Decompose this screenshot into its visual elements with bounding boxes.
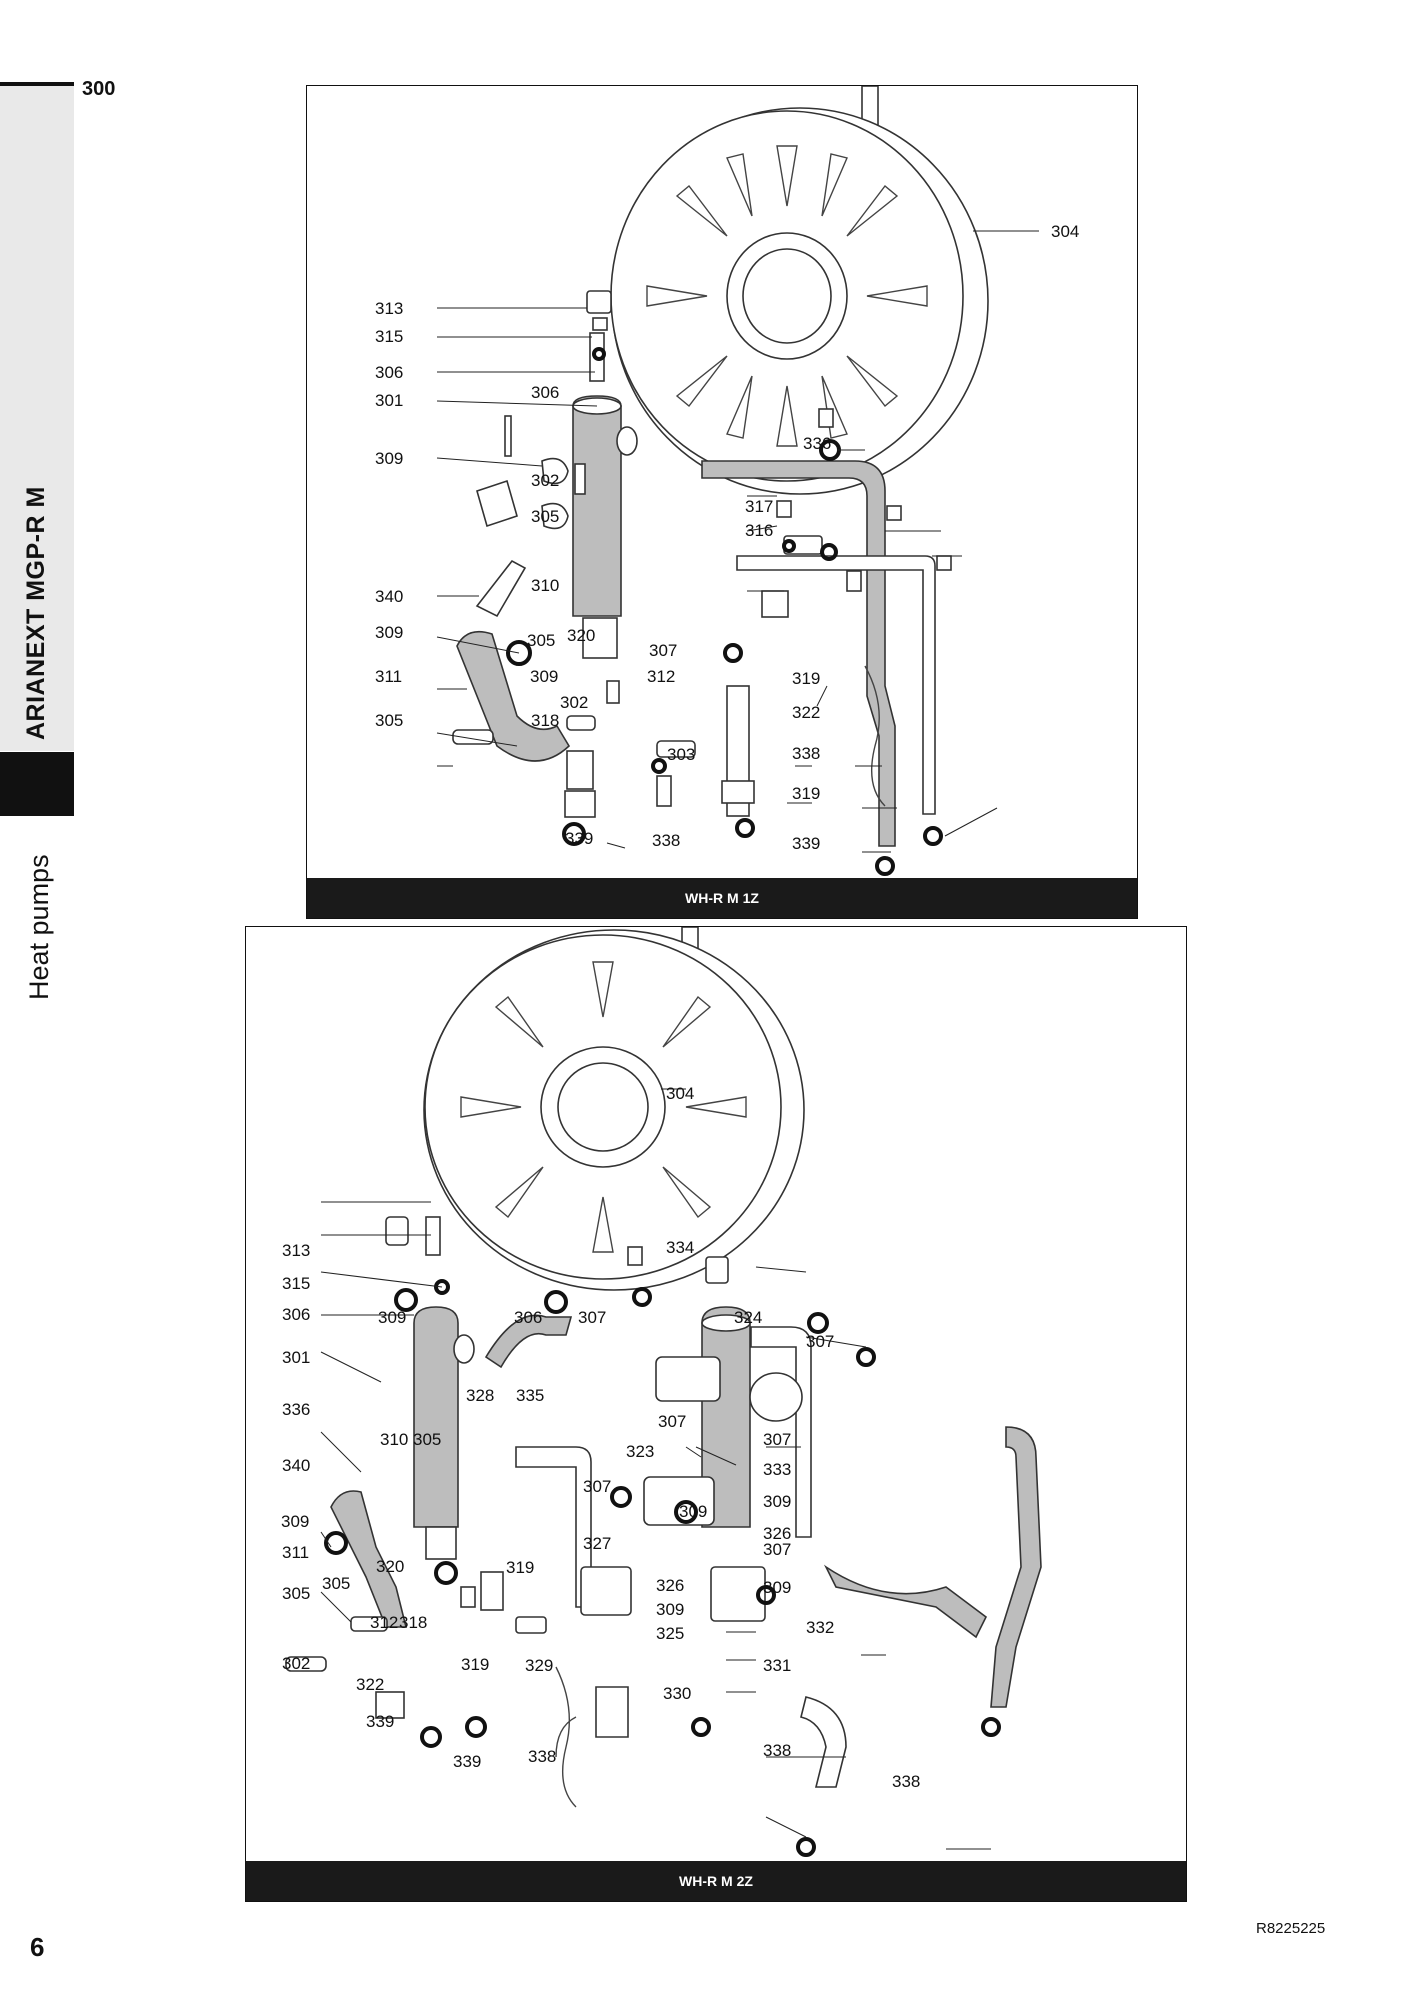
callout-label: 309 (656, 1600, 685, 1619)
section-number: 300 (82, 78, 116, 100)
callout-label: 315 (375, 327, 404, 346)
callout-label: 305 (413, 1430, 442, 1449)
callout-label: 309 (679, 1502, 708, 1521)
callout-label: 302 (282, 1654, 311, 1673)
callout-label: 327 (583, 1534, 612, 1553)
callout-label: 326 (763, 1524, 792, 1543)
callout-label: 338 (792, 744, 821, 763)
callout-label: 339 (565, 829, 594, 848)
callout-label: 339 (453, 1752, 482, 1771)
diagram-caption: WH-R M 2Z (246, 1861, 1186, 1901)
callout-label: 324 (734, 1308, 763, 1327)
callout-label: 305 (375, 711, 404, 730)
callout-label: 319 (506, 1558, 535, 1577)
callout-label: 338 (528, 1747, 557, 1766)
callout-label: 307 (763, 1430, 792, 1449)
callout-label: 307 (583, 1477, 612, 1496)
callout-label: 319 (792, 669, 821, 688)
callout-label: 339 (366, 1712, 395, 1731)
callout-label: 336 (803, 434, 832, 453)
callout-label: 306 (282, 1305, 311, 1324)
callout-label: 309 (281, 1512, 310, 1531)
callout-label: 307 (649, 641, 678, 660)
callout-label: 305 (527, 631, 556, 650)
callout-label: 307 (578, 1308, 607, 1327)
callout-label: 338 (763, 1741, 792, 1760)
document-reference: R8225225 (1256, 1920, 1326, 1937)
callout-label: 311 (375, 667, 403, 686)
callout-label: 301 (282, 1348, 311, 1367)
callout-label: 320 (376, 1557, 405, 1576)
callout-label: 319 (461, 1655, 490, 1674)
page-number: 6 (30, 1932, 45, 1962)
callout-label: 335 (516, 1386, 545, 1405)
callout-label: 340 (282, 1456, 311, 1475)
callout-label: 317 (745, 497, 774, 516)
callout-label: 333 (763, 1460, 792, 1479)
section-title: Heat pumps (24, 854, 54, 1000)
diagram-drawing (246, 927, 1186, 1861)
diagram-drawing (307, 86, 1137, 878)
callout-label: 312 (647, 667, 676, 686)
callout-label: 338 (892, 1772, 921, 1791)
valve-assembly-icon (286, 1572, 576, 1807)
callout-label: 334 (666, 1238, 695, 1257)
callout-label: 338 (652, 831, 681, 850)
callout-label: 323 (626, 1442, 655, 1461)
callout-label: 305 (531, 507, 560, 526)
callout-label: 309 (378, 1308, 407, 1327)
callout-label: 306 (514, 1308, 543, 1327)
callout-label: 330 (663, 1684, 692, 1703)
callout-label: 328 (466, 1386, 495, 1405)
callout-label: 318 (531, 711, 560, 730)
callout-label: 305 (322, 1574, 351, 1593)
expansion-vessel-icon (611, 86, 988, 494)
exploded-diagram-2z (245, 926, 1187, 1902)
callout-label: 326 (656, 1576, 685, 1595)
callout-label: 339 (792, 834, 821, 853)
callout-label: 331 (763, 1656, 792, 1675)
callout-label: 310 (531, 576, 560, 595)
callout-label: 306 (375, 363, 404, 382)
callout-label: 311 (282, 1543, 310, 1562)
return-pipe-icon (453, 632, 595, 817)
callout-label: 309 (375, 623, 404, 642)
hydraulic-separator-icon (505, 333, 637, 658)
callout-label: 340 (375, 587, 404, 606)
callout-label: 304 (1051, 222, 1080, 241)
callout-label: 319 (792, 784, 821, 803)
product-title: ARIANEXT MGP-R M (22, 486, 50, 740)
exploded-diagram-1z (306, 85, 1138, 919)
callout-label: 303 (667, 745, 696, 764)
callout-label: 307 (806, 1332, 835, 1351)
callout-label: 316 (745, 521, 774, 540)
callout-label: 301 (375, 391, 404, 410)
callout-label: 309 (375, 449, 404, 468)
side-tab-marker (0, 752, 74, 816)
callout-label: 312 (370, 1613, 399, 1632)
callout-label: 310 (380, 1430, 409, 1449)
callout-label: 309 (763, 1492, 792, 1511)
callout-label: 336 (282, 1400, 311, 1419)
callout-label: 307 (763, 1540, 792, 1559)
callout-label: 306 (531, 383, 560, 402)
callout-label: 313 (375, 299, 404, 318)
callout-label: 302 (560, 693, 589, 712)
callout-label: 325 (656, 1624, 685, 1643)
callout-label: 307 (658, 1412, 687, 1431)
callout-label: 305 (282, 1584, 311, 1603)
hydraulic-separator-icon (386, 1217, 474, 1559)
callout-label: 309 (530, 667, 559, 686)
callout-label: 309 (763, 1578, 792, 1597)
expansion-vessel-icon (424, 927, 804, 1290)
callout-label: 313 (282, 1241, 311, 1260)
callout-label: 322 (356, 1675, 385, 1694)
callout-label: 318 (399, 1613, 428, 1632)
callout-label: 329 (525, 1656, 554, 1675)
callout-label: 304 (666, 1084, 695, 1103)
callout-label: 320 (567, 626, 596, 645)
callout-label: 332 (806, 1618, 835, 1637)
callout-label: 315 (282, 1274, 311, 1293)
diagram-caption: WH-R M 1Z (307, 878, 1137, 918)
callout-label: 302 (531, 471, 560, 490)
callout-label: 322 (792, 703, 821, 722)
